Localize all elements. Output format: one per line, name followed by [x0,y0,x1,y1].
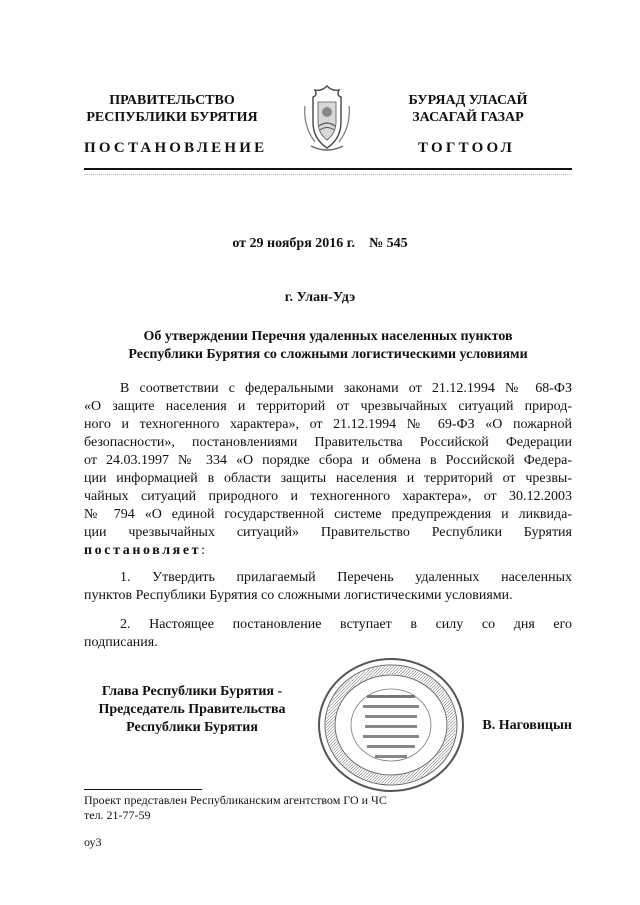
footnote-code: оу3 [84,835,102,849]
paragraph-item-1 [84,569,572,605]
doc-city: г. Улан-Удэ [284,290,356,305]
doc-title-line-2: Республики Бурятия со сложными логистическими условиями [128,347,528,362]
footnote-phone: тел. 21-77-59 [84,808,151,822]
text-line: ции информацией в области защиты населения и территорий от чрезвы- [84,471,572,486]
org-name-line-2: ЗАСАГАЙ ГАЗАР [412,110,524,125]
signatory-position-line: Председатель Правительства [98,702,286,717]
text-line: № 794 «О единой государственной системе предупреждения и ликвида- [84,507,572,522]
text-line: 1. Утвердить прилагаемый Перечень удаленных населенных [120,570,572,585]
org-name-russian [72,92,272,126]
doc-date: от 29 ноября 2016 г. [232,236,356,251]
text-line: пунктов Республики Бурятия со сложными логистическими условиями. [84,588,513,603]
doc-type-russian: ПОСТАНОВЛЕНИЕ [84,140,268,156]
resolution-verb: постановляет [84,543,202,558]
text-line: безопасности», постановлениями Правительства Российской Федерации [84,435,572,450]
header-dotted-divider [84,174,572,175]
footnote-divider [84,789,202,790]
text-line: подписания. [84,635,158,650]
doc-number: № 545 [369,236,408,251]
doc-date-line [0,236,640,252]
signatory-position-line: Республики Бурятия [126,720,258,735]
doc-title-line-1: Об утверждении Перечня удаленных населенных пунктов [143,329,513,344]
org-name-line-2: РЕСПУБЛИКИ БУРЯТИЯ [86,110,258,125]
doc-type-buryat: ТОГТООЛ [418,140,515,156]
text-line: ции чрезвычайных ситуаций» Правительство Республики Бурятия [84,525,572,540]
footnote [84,793,387,850]
coat-of-arms-icon [297,82,357,154]
org-name-line-1: БУРЯАД УЛАСАЙ [408,93,528,108]
signatory-name: В. Наговицын [482,718,572,733]
paragraph-item-2 [84,616,572,652]
signatory-position [84,683,300,737]
text-line: 2. Настоящее постановление вступает в силу со дня его [120,617,572,632]
text-line: от 24.03.1997 № 334 «О порядке сбора и обмена в Российской Федера- [84,453,572,468]
resolution-colon: : [201,543,206,558]
text-line: В соответствии с федеральными законами от 21.12.1994 № 68-ФЗ [120,381,572,396]
org-name-buryat [368,92,568,126]
header-divider [84,168,572,170]
paragraph-preamble [84,380,572,560]
text-line: «О защите населения и территорий от чрезвычайных ситуаций природ- [84,399,572,414]
org-name-line-1: ПРАВИТЕЛЬСТВО [109,93,235,108]
doc-title [84,328,572,364]
text-line: ного и техногенного характера», от 21.12.1994 № 69-ФЗ «О пожарной [84,417,572,432]
signatory-position-line: Глава Республики Бурятия - [101,684,283,699]
official-seal-icon [315,655,467,795]
footnote-author: Проект представлен Республиканским агентством ГО и ЧС [84,793,387,807]
text-line: чайных ситуаций природного и техногенного характера», от 30.12.2003 [84,489,572,504]
text-line [84,542,572,560]
